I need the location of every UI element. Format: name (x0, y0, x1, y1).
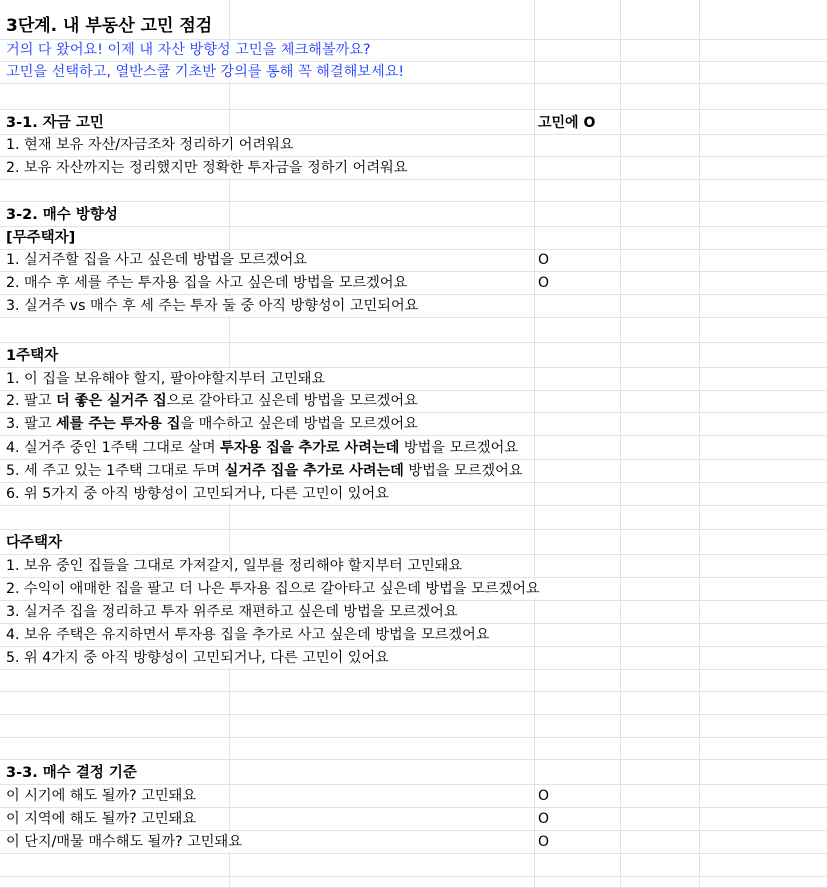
cell-text[interactable] (6, 580, 542, 598)
cell-text[interactable] (6, 251, 309, 269)
cell-text[interactable] (6, 764, 139, 782)
check-mark-cell[interactable]: O (538, 811, 550, 827)
cell-text[interactable] (6, 114, 106, 132)
sheet-row[interactable] (0, 715, 827, 738)
sheet-row[interactable] (0, 250, 827, 272)
cell-text-segment: 3. 팔고 (6, 416, 56, 432)
cell-text[interactable] (6, 603, 460, 621)
check-mark-cell[interactable]: O (538, 275, 550, 291)
sheet-row[interactable] (0, 368, 827, 391)
sheet-row[interactable] (0, 555, 827, 578)
cell-text-segment: 방법을 모르겠어요 (403, 463, 523, 479)
cell-text[interactable] (6, 392, 420, 410)
cell-text[interactable] (6, 41, 373, 59)
sheet-row[interactable] (0, 670, 827, 692)
sheet-row[interactable] (0, 0, 827, 40)
sheet-row[interactable] (0, 272, 827, 295)
sheet-row[interactable] (0, 483, 827, 506)
cell-text-segment: 3-3. 매수 결정 기준 (6, 765, 137, 781)
cell-text-segment: 고민을 선택하고, 열반스쿨 기초반 강의를 통해 꼭 해결해보세요! (6, 64, 405, 80)
cell-text[interactable] (6, 229, 77, 247)
cell-text-segment: 이 단지/매물 매수해도 될까? 고민돼요 (6, 834, 242, 850)
cell-text[interactable] (6, 370, 327, 388)
cell-text[interactable] (6, 415, 420, 433)
cell-text-segment: 1. 실거주할 집을 사고 싶은데 방법을 모르겠어요 (6, 252, 307, 268)
cell-text-segment: 3. 실거주 집을 정리하고 투자 위주로 재편하고 싶은데 방법을 모르겠어요 (6, 604, 458, 620)
cell-text-segment: 실거주 집을 추가로 사려는데 (224, 463, 404, 479)
sheet-row[interactable] (0, 202, 827, 227)
cell-text-segment: 2. 보유 자산까지는 정리했지만 정확한 투자금을 정하기 어려워요 (6, 160, 408, 176)
cell-text-segment: 투자용 집을 추가로 사려는데 (220, 440, 400, 456)
cell-text-segment: 2. 매수 후 세를 주는 투자용 집을 사고 싶은데 방법을 모르겠어요 (6, 275, 408, 291)
cell-text-segment: 5. 세 주고 있는 1주택 그대로 두며 (6, 463, 225, 479)
sheet-row[interactable] (0, 578, 827, 601)
check-mark-cell[interactable]: O (538, 834, 550, 850)
cell-text[interactable] (6, 649, 391, 667)
sheet-row[interactable] (0, 785, 827, 808)
sheet-row[interactable] (0, 295, 827, 318)
sheet-row[interactable] (0, 180, 827, 202)
sheet-row[interactable] (0, 760, 827, 785)
cell-text[interactable] (6, 15, 214, 37)
cell-text[interactable] (6, 626, 492, 644)
cell-text-segment: 더 좋은 실거주 집 (55, 393, 167, 409)
cell-text-segment: 1주택자 (6, 348, 59, 364)
cell-text[interactable] (6, 557, 464, 575)
cell-text-segment: 4. 실거주 중인 1주택 그대로 살며 (6, 440, 221, 456)
cell-text-segment: 1. 이 집을 보유해야 할지, 팔아야할지부터 고민돼요 (6, 371, 326, 387)
sheet-row[interactable] (0, 506, 827, 530)
cell-text-segment: 2. 수익이 애매한 집을 팔고 더 나은 투자용 집으로 갈아타고 싶은데 방법을 모르겠어요 (6, 581, 540, 597)
column-gridline (620, 0, 621, 888)
cell-text-segment: [무주택자] (6, 230, 76, 246)
cell-text-segment: 다주택자 (6, 535, 63, 551)
sheet-row[interactable] (0, 318, 827, 343)
cell-text-segment: 을 매수하고 싶은데 방법을 모르겠어요 (180, 416, 418, 432)
cell-text-segment: 3-2. 매수 방향성 (6, 207, 118, 223)
sheet-row[interactable] (0, 601, 827, 624)
cell-text[interactable] (6, 485, 391, 503)
cell-text[interactable] (6, 274, 409, 292)
cell-text-segment: 으로 갈아타고 싶은데 방법을 모르겠어요 (166, 393, 418, 409)
sheet-row[interactable] (0, 738, 827, 760)
sheet-row[interactable] (0, 624, 827, 647)
sheet-row[interactable] (0, 530, 827, 555)
sheet-row[interactable] (0, 460, 827, 483)
sheet-row[interactable] (0, 854, 827, 877)
sheet-row[interactable] (0, 877, 827, 888)
cell-text[interactable] (6, 534, 64, 552)
sheet-row[interactable] (0, 391, 827, 413)
cell-text-segment: 거의 다 왔어요! 이제 내 자산 방향성 고민을 체크해볼까요? (6, 42, 371, 58)
check-mark-cell[interactable]: O (538, 252, 550, 268)
cell-text-segment: 5. 위 4가지 중 아직 방향성이 고민되거나, 다른 고민이 있어요 (6, 650, 389, 666)
column-gridline (534, 0, 535, 888)
cell-text-segment: 세를 주는 투자용 집 (55, 416, 181, 432)
cell-text-segment: 3-1. 자금 고민 (6, 115, 104, 131)
cell-text[interactable] (6, 810, 198, 828)
cell-text-segment: 4. 보유 주택은 유지하면서 투자용 집을 추가로 사고 싶은데 방법을 모르겠어요 (6, 627, 490, 643)
sheet-row[interactable] (0, 227, 827, 250)
cell-text[interactable] (6, 462, 525, 480)
sheet-row[interactable] (0, 84, 827, 110)
cell-text-segment: 3. 실거주 vs 매수 후 세 주는 투자 둘 중 아직 방향성이 고민되어요 (6, 298, 419, 314)
sheet-row[interactable] (0, 62, 827, 84)
sheet-row[interactable] (0, 157, 827, 180)
cell-text[interactable] (6, 159, 409, 177)
cell-text-segment: 2. 팔고 (6, 393, 56, 409)
sheet-row[interactable] (0, 692, 827, 715)
cell-text[interactable] (6, 347, 60, 365)
cell-text[interactable] (6, 833, 244, 851)
column-gridline (699, 0, 700, 888)
sheet-row[interactable] (0, 647, 827, 670)
sheet-row[interactable] (0, 413, 827, 436)
sheet-row[interactable] (0, 808, 827, 831)
sheet-row[interactable] (0, 343, 827, 368)
sheet-row[interactable] (0, 135, 827, 157)
sheet-row[interactable] (0, 831, 827, 854)
cell-text-segment: 방법을 모르겠어요 (399, 440, 519, 456)
cell-text-segment: 3단계. 내 부동산 고민 점검 (6, 16, 213, 36)
sheet-row[interactable] (0, 110, 827, 135)
check-column-header[interactable]: 고민에 O (538, 115, 596, 131)
check-mark-cell[interactable]: O (538, 788, 550, 804)
cell-text[interactable] (6, 439, 520, 457)
cell-text[interactable] (6, 297, 420, 315)
cell-text-segment: 1. 보유 중인 집들을 그대로 가져갈지, 일부를 정리해야 할지부터 고민돼요 (6, 558, 463, 574)
sheet-row[interactable] (0, 40, 827, 62)
sheet-row[interactable] (0, 436, 827, 460)
cell-text[interactable] (6, 136, 296, 154)
cell-text[interactable] (6, 206, 120, 224)
cell-text-segment: 6. 위 5가지 중 아직 방향성이 고민되거나, 다른 고민이 있어요 (6, 486, 389, 502)
cell-text-segment: 이 시기에 해도 될까? 고민돼요 (6, 788, 197, 804)
cell-text[interactable] (6, 63, 406, 81)
cell-text-segment: 1. 현재 보유 자산/자금조차 정리하기 어려워요 (6, 137, 294, 153)
cell-text[interactable] (6, 787, 198, 805)
cell-text-segment: 이 지역에 해도 될까? 고민돼요 (6, 811, 197, 827)
